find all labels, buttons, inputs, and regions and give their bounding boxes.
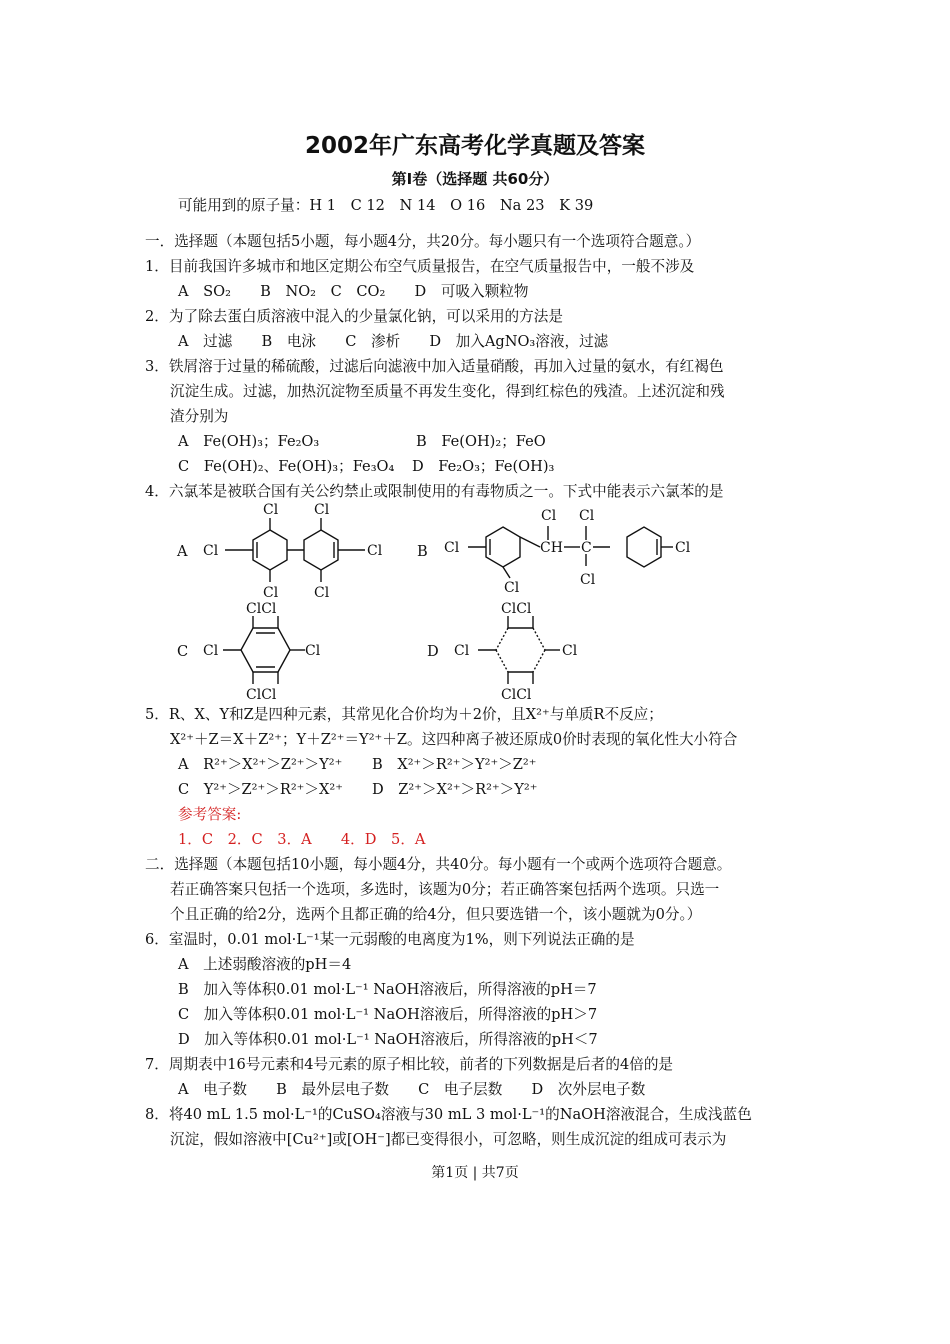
q1-options: A SO₂ B NO₂ C CO₂ D 可吸入颗粒物	[178, 283, 529, 300]
q3-stem-line2: 沉淀生成。过滤，加热沉淀物至质量不再发生变化，得到红棕色的残渣。上述沉淀和残	[170, 383, 725, 400]
cl-label: Cl	[579, 508, 595, 524]
clcl-label: ClCl	[501, 687, 532, 703]
cl-label: Cl	[504, 580, 520, 596]
c-label: C	[581, 540, 592, 556]
q5-option-d: D Z²⁺＞X²⁺＞R²⁺＞Y²⁺	[372, 781, 538, 798]
page-title: 2002年广东高考化学真题及答案	[304, 133, 645, 159]
q5-stem-line1: 5．R、X、Y和Z是四种元素，其常见化合价均为＋2价，且X²⁺与单质R不反应；	[145, 706, 663, 723]
q4-structure-a	[195, 500, 395, 605]
cl-label: Cl	[263, 585, 279, 601]
clcl-label: ClCl	[246, 687, 277, 703]
cl-label: Cl	[675, 540, 691, 556]
q2-stem: 2．为了除去蛋白质溶液中混入的少量氯化钠，可以采用的方法是	[145, 308, 563, 325]
q7-options: A 电子数 B 最外层电子数 C 电子层数 D 次外层电子数	[178, 1081, 646, 1098]
cl-label: Cl	[305, 643, 321, 659]
cl-label: Cl	[314, 585, 330, 601]
cl-label: Cl	[444, 540, 460, 556]
q6-option-c: C 加入等体积0.01 mol·L⁻¹ NaOH溶液后，所得溶液的pH＞7	[178, 1006, 598, 1023]
q2-options: A 过滤 B 电泳 C 渗析 D 加入AgNO₃溶液，过滤	[178, 333, 609, 350]
q4-label-c: C	[177, 643, 189, 660]
q6-option-d: D 加入等体积0.01 mol·L⁻¹ NaOH溶液后，所得溶液的pH＜7	[178, 1031, 598, 1048]
q3-option-b: B Fe(OH)₂；FeO	[416, 433, 546, 450]
ch-label: CH	[540, 540, 563, 556]
q4-structure-b	[440, 500, 700, 595]
q4-stem: 4．六氯苯是被联合国有关公约禁止或限制使用的有毒物质之一。下式中能表示六氯苯的是	[145, 483, 724, 500]
q6-option-a: A 上述弱酸溶液的pH＝4	[178, 956, 352, 973]
section1-header: 一．选择题（本题包括5小题，每小题4分，共20分。每小题只有一个选项符合题意。）	[145, 233, 701, 250]
cl-label: Cl	[314, 502, 330, 518]
answer-label: 参考答案:	[178, 806, 242, 823]
clcl-label: ClCl	[501, 601, 532, 617]
q8-stem-line1: 8．将40 mL 1.5 mol·L⁻¹的CuSO₄溶液与30 mL 3 mol·L⁻¹的NaOH溶液混合，生成浅蓝色	[145, 1106, 752, 1123]
q5-stem-line2: X²⁺＋Z＝X＋Z²⁺；Y＋Z²⁺＝Y²⁺＋Z。这四种离子被还原成0价时表现的氧化性大小符合	[170, 731, 738, 748]
q5-option-c: C Y²⁺＞Z²⁺＞R²⁺＞X²⁺	[178, 781, 343, 798]
q5-option-b: B X²⁺＞R²⁺＞Y²⁺＞Z²⁺	[372, 756, 537, 773]
q1-stem: 1．目前我国许多城市和地区定期公布空气质量报告，在空气质量报告中，一般不涉及	[145, 258, 695, 275]
atomic-masses: 可能用到的原子量：H 1 C 12 N 14 O 16 Na 23 K 39	[178, 197, 594, 214]
cl-label: Cl	[367, 543, 383, 559]
q8-stem-line2: 沉淀，假如溶液中[Cu²⁺]或[OH⁻]都已变得很小，可忽略，则生成沉淀的组成可表示为	[170, 1131, 727, 1148]
section2-header-line1: 二．选择题（本题包括10小题，每小题4分，共40分。每小题有一个或两个选项符合题意。	[145, 856, 732, 873]
q7-stem: 7．周期表中16号元素和4号元素的原子相比较，前者的下列数据是后者的4倍的是	[145, 1056, 674, 1073]
q3-stem-line1: 3．铁屑溶于过量的稀硫酸，过滤后向滤液中加入适量硝酸，再加入过量的氨水，有红褐色	[145, 358, 724, 375]
cl-label: Cl	[580, 572, 596, 588]
q4-structure-c	[195, 598, 335, 703]
q4-structure-d	[450, 598, 590, 703]
page-footer: 第1页 | 共7页	[431, 1165, 519, 1181]
answers: 1．C 2．C 3．A 4．D 5．A	[178, 831, 426, 848]
cl-label: Cl	[263, 502, 279, 518]
cl-label: Cl	[562, 643, 578, 659]
cl-label: Cl	[203, 643, 219, 659]
q3-option-c: C Fe(OH)₂、Fe(OH)₃；Fe₃O₄	[178, 458, 395, 475]
q4-label-a: A	[177, 543, 188, 560]
section2-header-line2: 若正确答案只包括一个选项，多选时，该题为0分；若正确答案包括两个选项。只选一	[170, 881, 720, 898]
cl-label: Cl	[203, 543, 219, 559]
q6-stem: 6．室温时，0.01 mol·L⁻¹某一元弱酸的电离度为1%，则下列说法正确的是	[145, 931, 635, 948]
section2-header-line3: 个且正确的给2分，选两个且都正确的给4分，但只要选错一个，该小题就为0分。）	[170, 906, 702, 923]
q6-option-b: B 加入等体积0.01 mol·L⁻¹ NaOH溶液后，所得溶液的pH＝7	[178, 981, 597, 998]
q4-label-b: B	[417, 543, 428, 560]
section-subtitle: 第Ⅰ卷（选择题 共60分）	[391, 170, 559, 188]
q3-option-a: A Fe(OH)₃；Fe₂O₃	[178, 433, 320, 450]
clcl-label: ClCl	[246, 601, 277, 617]
q5-option-a: A R²⁺＞X²⁺＞Z²⁺＞Y²⁺	[178, 756, 343, 773]
q3-option-d: D Fe₂O₃；Fe(OH)₃	[412, 458, 555, 475]
cl-label: Cl	[454, 643, 470, 659]
q3-stem-line3: 渣分别为	[170, 408, 229, 425]
cl-label: Cl	[541, 508, 557, 524]
q4-label-d: D	[427, 643, 439, 660]
